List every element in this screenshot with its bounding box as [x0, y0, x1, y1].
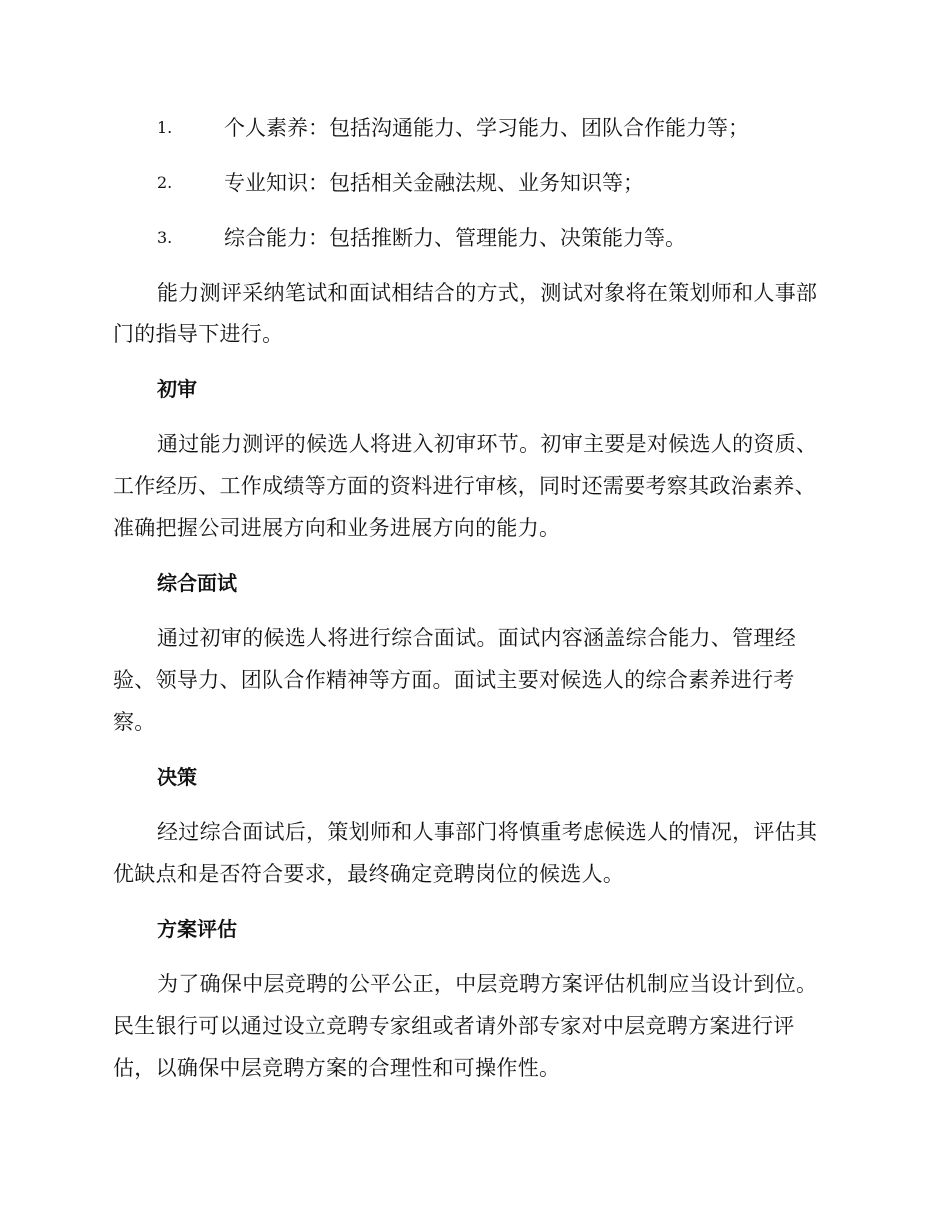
section-heading: 方案评估 — [157, 917, 237, 941]
paragraph-line: 验、领导力、团队合作精神等方面。面试主要对候选人的综合素养进行考 — [113, 668, 795, 692]
section-heading: 初审 — [157, 377, 197, 401]
list-number: 2. — [157, 173, 173, 192]
paragraph-line: 通过能力测评的候选人将进入初审环节。初审主要是对候选人的资质、 — [157, 432, 818, 456]
section-heading: 综合面试 — [157, 571, 237, 595]
paragraph-line: 门的指导下进行。 — [113, 322, 284, 346]
list-item — [0, 169, 950, 209]
paragraph-line: 察。 — [113, 710, 156, 734]
section-heading: 决策 — [157, 765, 197, 789]
list-text: 专业知识：包括相关金融法规、业务知识等； — [224, 171, 644, 195]
paragraph-line: 估，以确保中层竞聘方案的合理性和可操作性。 — [113, 1056, 561, 1080]
paragraph-line: 通过初审的候选人将进行综合面试。面试内容涵盖综合能力、管理经 — [157, 626, 796, 650]
list-number: 1. — [157, 118, 173, 137]
list-text: 个人素养：包括沟通能力、学习能力、团队合作能力等； — [224, 116, 749, 140]
paragraph-line: 能力测评采纳笔试和面试相结合的方式，测试对象将在策划师和人事部 — [157, 281, 818, 305]
list-item — [0, 224, 950, 264]
paragraph-line: 民生银行可以通过设立竞聘专家组或者请外部专家对中层竞聘方案进行评 — [113, 1014, 795, 1038]
list-text: 综合能力：包括推断力、管理能力、决策能力等。 — [224, 226, 686, 250]
paragraph-line: 准确把握公司进展方向和业务进展方向的能力。 — [113, 516, 561, 540]
paragraph-line: 经过综合面试后，策划师和人事部门将慎重考虑候选人的情况，评估其 — [157, 820, 818, 844]
list-item — [0, 114, 950, 154]
paragraph-line: 为了确保中层竞聘的公平公正，中层竞聘方案评估机制应当设计到位。 — [157, 972, 818, 996]
paragraph-line: 工作经历、工作成绩等方面的资料进行审核，同时还需要考察其政治素养、 — [113, 474, 816, 498]
paragraph-line: 优缺点和是否符合要求，最终确定竞聘岗位的候选人。 — [113, 862, 625, 886]
list-number: 3. — [157, 228, 173, 247]
